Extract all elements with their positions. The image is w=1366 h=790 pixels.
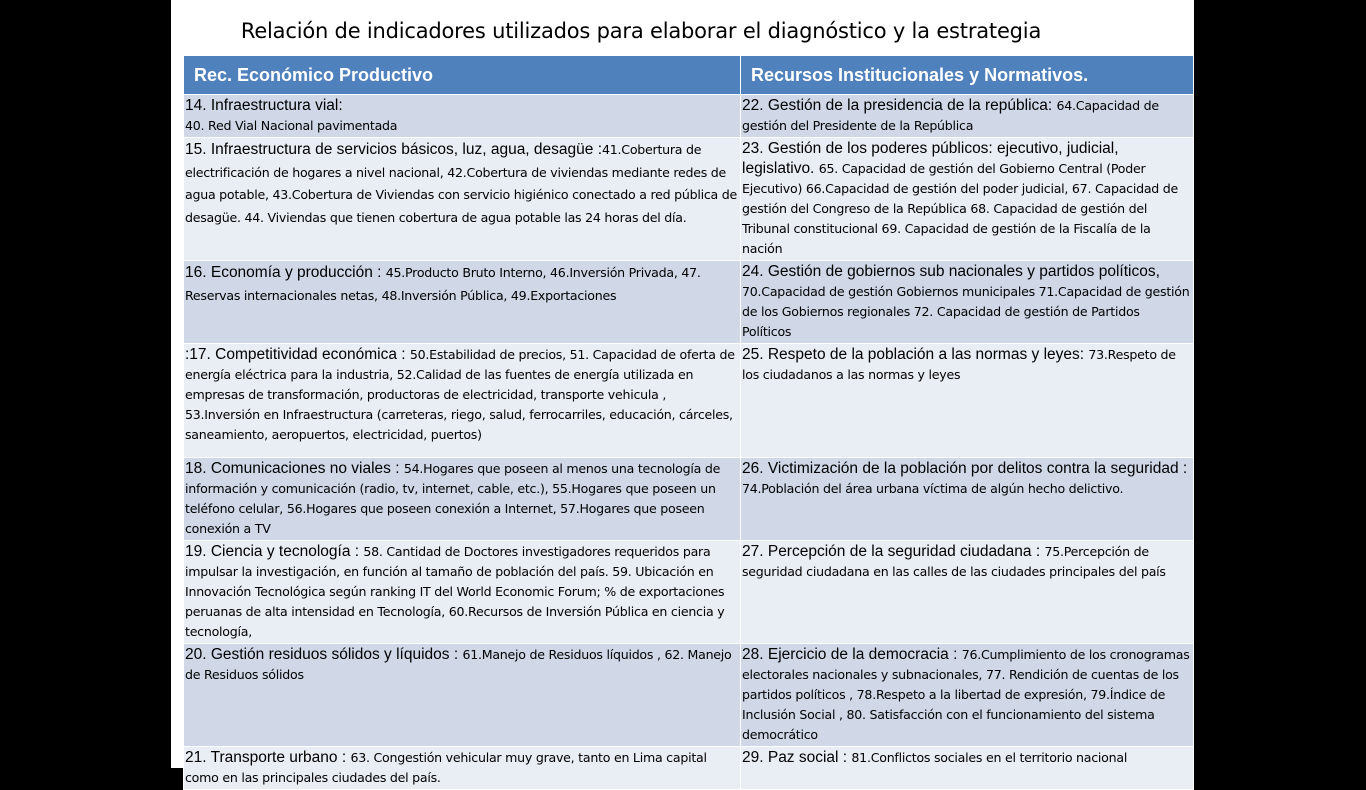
slide (171, 0, 1194, 785)
cell-right: 22. Gestión de la presidencia de la república: 64.Capacidad de gestión del Presidente de la República (741, 95, 1194, 138)
cell-left: 21. Transporte urbano : 63. Congestión vehicular muy grave, tanto en Lima capital como en las principales ciudades del país. (184, 747, 741, 790)
cell-right: 23. Gestión de los poderes públicos: ejecutivo, judicial, legislativo. 65. Capacidad de gestión del Gobierno Central (Poder Ejecutivo) 66.Capacidad de gestión del poder judicial, 67. Capacidad de gestión del Congreso de la República 68. Capacidad de gestión del Tribunal constitucional 69. Capacidad de gestión de la Fiscalía de la nación (741, 138, 1194, 261)
table-header-row (184, 56, 1194, 95)
cell-left: 15. Infraestructura de servicios básicos, luz, agua, desagüe :41.Cobertura de electrificación de hogares a nivel nacional, 42.Cobertura de viviendas mediante redes de agua potable, 43.Cobertura de Viviendas con servicio higiénico conectado a red pública de desagüe. 44. Viviendas que tienen cobertura de agua potable las 24 horas del día. (184, 138, 741, 261)
table-row (184, 458, 1194, 541)
table-row (184, 541, 1194, 644)
table-row (184, 747, 1194, 790)
cell-left: 19. Ciencia y tecnología : 58. Cantidad de Doctores investigadores requeridos para impulsar la investigación, en función al tamaño de población del país. 59. Ubicación en Innovación Tecnológica según ranking IT del World Economic Forum; % de exportaciones peruanas de alta intensidad en Tecnología, 60.Recursos de Inversión Pública en ciencia y tecnología, (184, 541, 741, 644)
cell-left: 14. Infraestructura vial: 40. Red Vial Nacional pavimentada (184, 95, 741, 138)
table-row (184, 261, 1194, 344)
slide-title: Relación de indicadores utilizados para elaborar el diagnóstico y la estrategia (240, 19, 1042, 43)
table-row (184, 644, 1194, 747)
header-institutional: Recursos Institucionales y Normativos. (741, 56, 1194, 95)
cell-right: 26. Victimización de la población por delitos contra la seguridad : 74.Población del área urbana víctima de algún hecho delictivo. (741, 458, 1194, 541)
header-economic: Rec. Económico Productivo (184, 56, 741, 95)
indicators-table (183, 55, 1194, 790)
cell-left: 18. Comunicaciones no viales : 54.Hogares que poseen al menos una tecnología de información y comunicación (radio, tv, internet, cable, etc.), 55.Hogares que poseen un teléfono celular, 56.Hogares que poseen conexión a Internet, 57.Hogares que poseen conexión a TV (184, 458, 741, 541)
table-row (184, 95, 1194, 138)
cell-left: 16. Economía y producción : 45.Producto Bruto Interno, 46.Inversión Privada, 47. Reservas internacionales netas, 48.Inversión Pública, 49.Exportaciones (184, 261, 741, 344)
cell-right: 29. Paz social : 81.Conflictos sociales en el territorio nacional (741, 747, 1194, 790)
cell-right: 24. Gestión de gobiernos sub nacionales y partidos políticos, 70.Capacidad de gestión Gobiernos municipales 71.Capacidad de gestión de los Gobiernos regionales 72. Capacidad de gestión de Partidos Políticos (741, 261, 1194, 344)
cell-left: 20. Gestión residuos sólidos y líquidos : 61.Manejo de Residuos líquidos , 62. Manejo de Residuos sólidos (184, 644, 741, 747)
cell-left: :17. Competitividad económica : 50.Estabilidad de precios, 51. Capacidad de oferta de energía eléctrica para la industria, 52.Calidad de las fuentes de energía utilizada en empresas de transformación, productoras de electricidad, transporte vehicula , 53.Inversión en Infraestructura (carreteras, riego, salud, ferrocarriles, educación, cárceles, saneamiento, aeropuertos, electricidad, puertos) (184, 344, 741, 458)
table-row (184, 344, 1194, 458)
cell-right: 27. Percepción de la seguridad ciudadana : 75.Percepción de seguridad ciudadana en las calles de las ciudades principales del país (741, 541, 1194, 644)
table-row (184, 138, 1194, 261)
cell-right: 25. Respeto de la población a las normas y leyes: 73.Respeto de los ciudadanos a las normas y leyes (741, 344, 1194, 458)
cell-right: 28. Ejercicio de la democracia : 76.Cumplimiento de los cronogramas electorales nacionales y subnacionales, 77. Rendición de cuentas de los partidos políticos , 78.Respeto a la libertad de expresión, 79.Índice de Inclusión Social , 80. Satisfacción con el funcionamiento del sistema democrático (741, 644, 1194, 747)
